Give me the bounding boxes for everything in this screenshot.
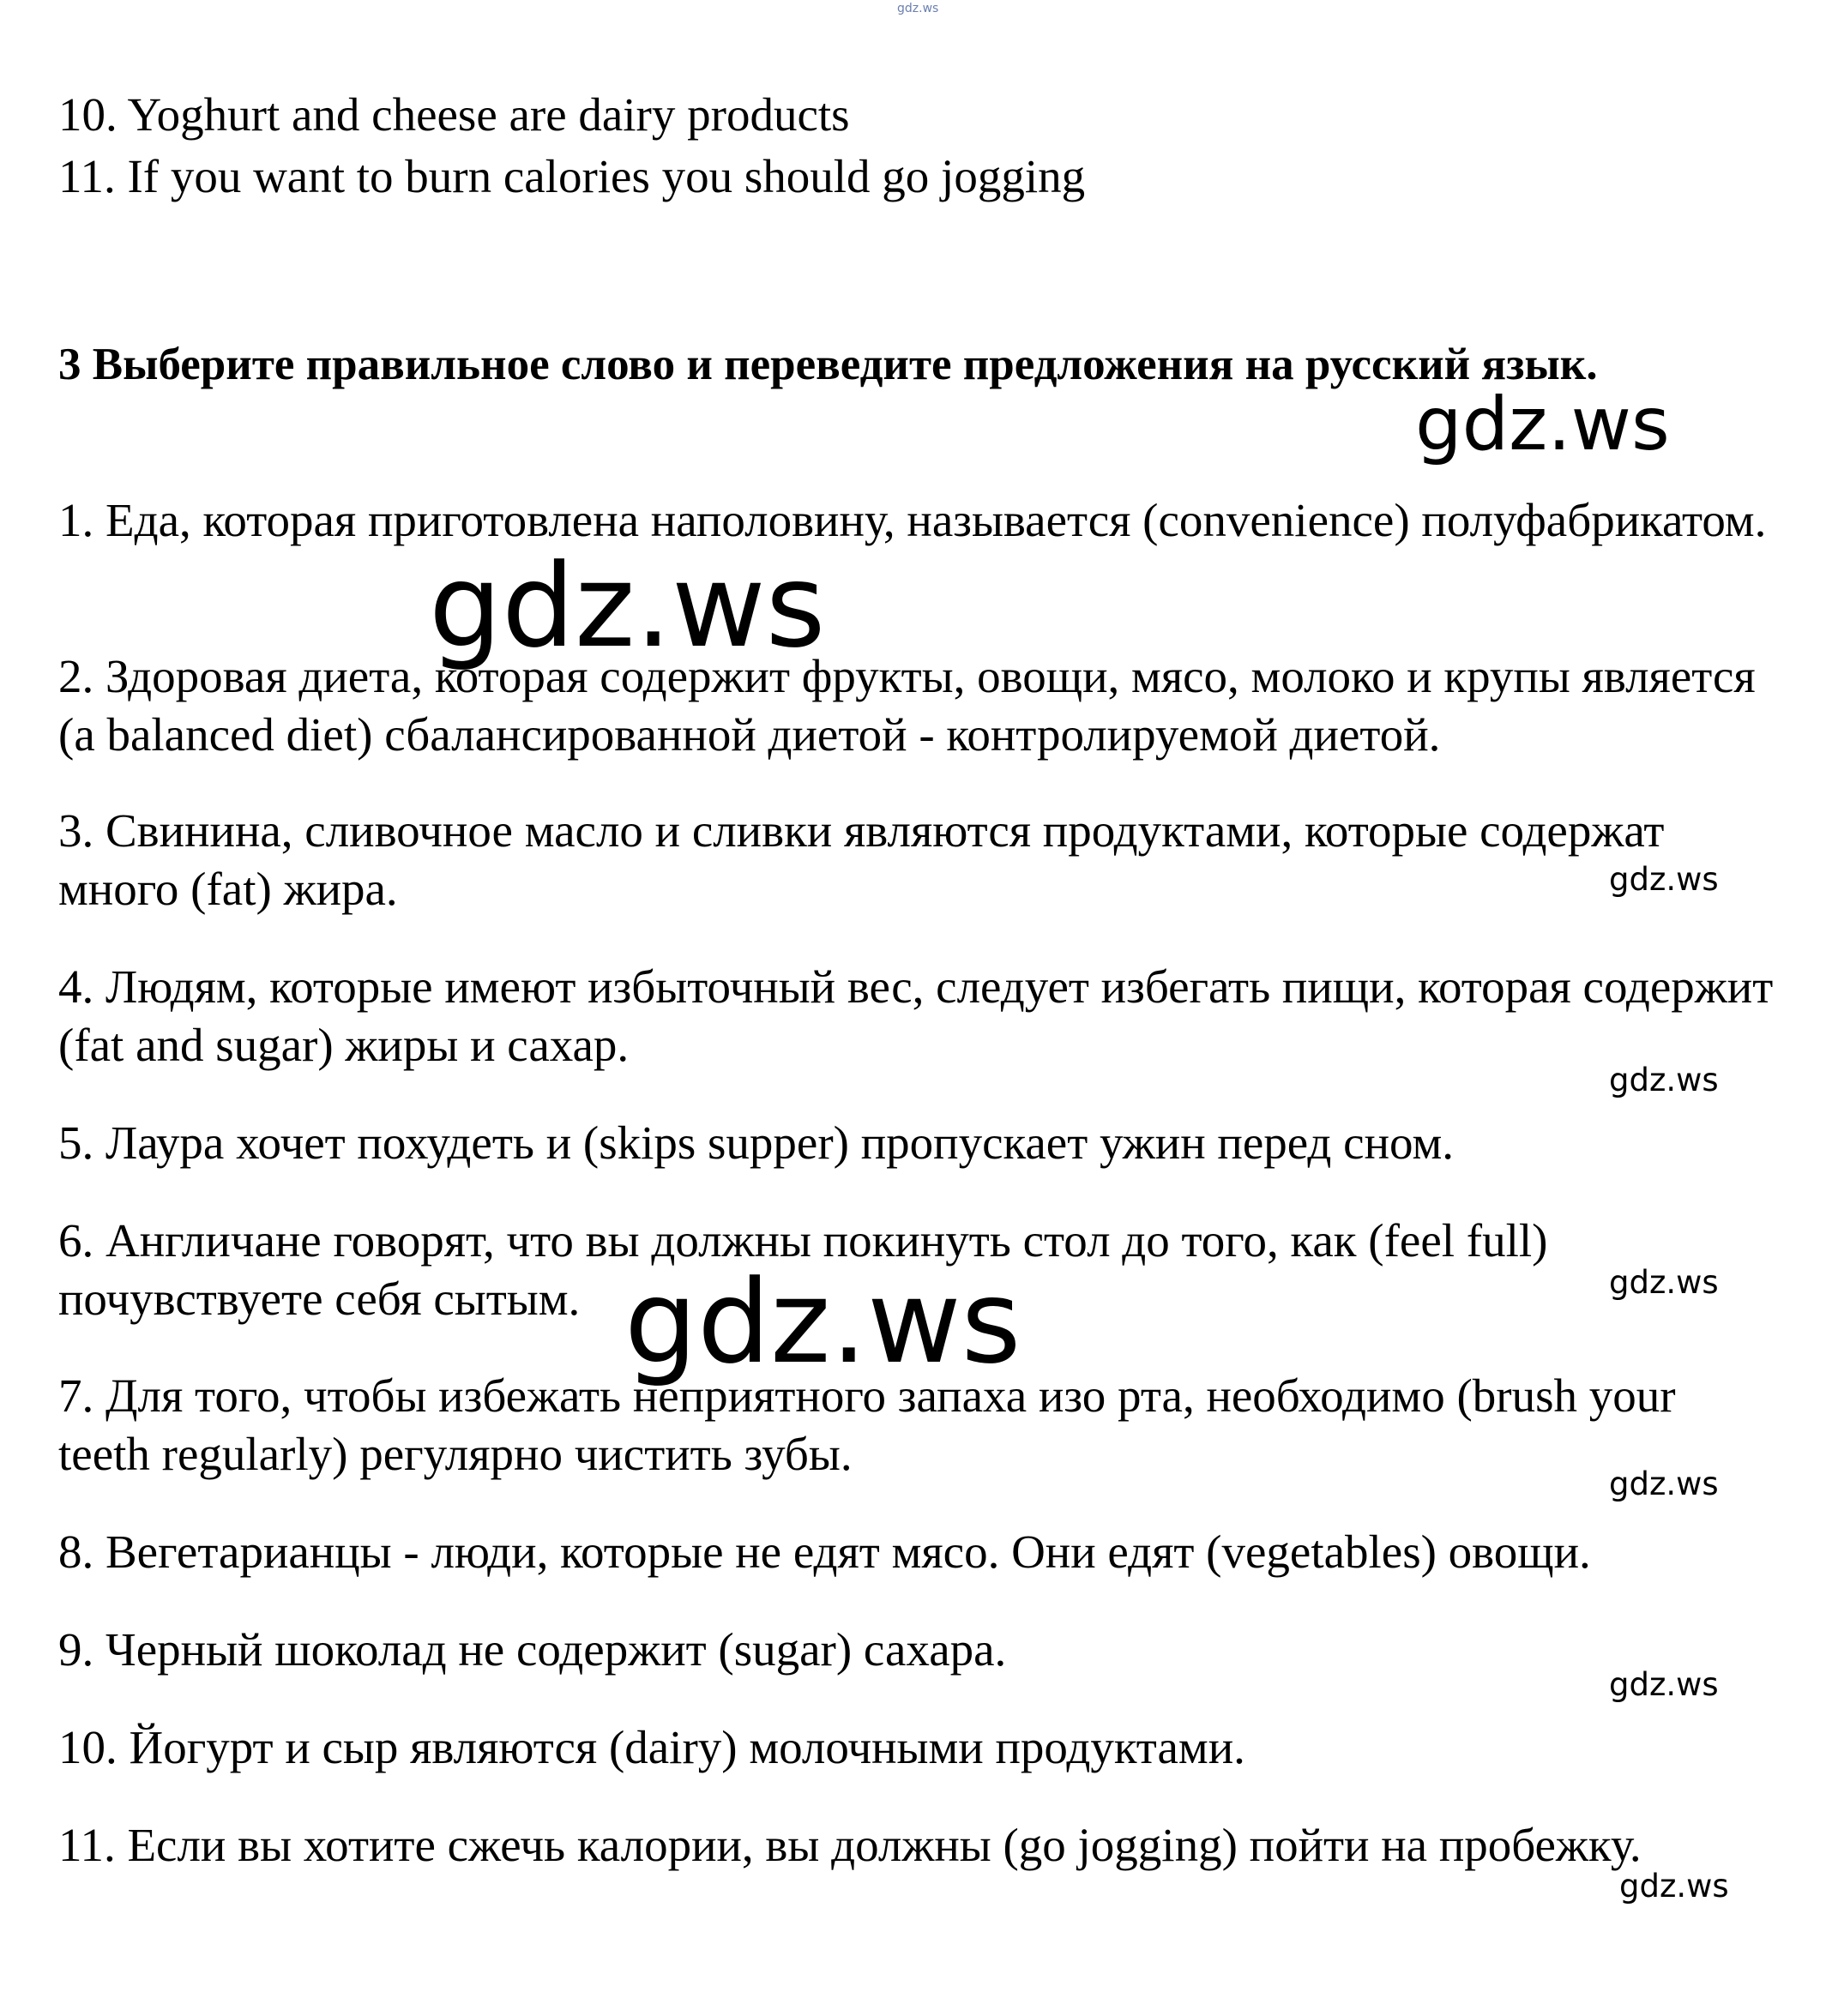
answer-item-11: 11. Если вы хотите сжечь калории, вы должны (go jogging) пойти на пробежку. — [58, 1819, 1642, 1871]
watermark-small-5: gdz.ws — [1609, 1666, 1719, 1703]
exercise-heading: 3 Выберите правильное слово и переведите предложения на русский язык. — [58, 340, 1598, 389]
answer-item-1: 1. Еда, которая приготовлена наполовину, называется (convenience) полуфабрикатом. — [58, 494, 1767, 546]
watermark-large-1: gdz.ws — [1415, 382, 1670, 467]
watermark-top: gdz.ws — [897, 2, 939, 15]
answer-item-2: 2. Здоровая диета, которая содержит фрукты, овощи, мясо, молоко и крупы является (a balanced diet) сбалансированной диетой - контролируемой диетой. — [58, 650, 1756, 761]
answer-item-4: 4. Людям, которые имеют избыточный вес, следует избегать пищи, которая содержит (fat and sugar) жиры и сахар. — [58, 960, 1774, 1071]
answer-item-9: 9. Черный шоколад не содержит (sugar) сахара. — [58, 1623, 1007, 1676]
answer-item-6: 6. Англичане говорят, что вы должны покинуть стол до того, как (feel full) почувствуете себя сытым. — [58, 1214, 1548, 1325]
answer-item-3: 3. Свинина, сливочное масло и сливки являются продуктами, которые содержат много (fat) жира. — [58, 804, 1665, 915]
watermark-small-3: gdz.ws — [1609, 1264, 1719, 1301]
previous-answer-11: 11. If you want to burn calories you should go jogging — [58, 150, 1086, 202]
watermark-small-4: gdz.ws — [1609, 1465, 1719, 1502]
answer-item-8: 8. Вегетарианцы - люди, которые не едят мясо. Они едят (vegetables) овощи. — [58, 1526, 1591, 1578]
watermark-huge-2: gdz.ws — [624, 1255, 1021, 1389]
watermark-huge-1: gdz.ws — [429, 539, 826, 673]
watermark-small-2: gdz.ws — [1609, 1062, 1719, 1098]
watermark-small-1: gdz.ws — [1609, 861, 1719, 898]
answer-item-7: 7. Для того, чтобы избежать неприятного запаха изо рта, необходимо (brush your teeth regularly) регулярно чистить зубы. — [58, 1369, 1676, 1480]
answer-item-5: 5. Лаура хочет похудеть и (skips supper) пропускает ужин перед сном. — [58, 1116, 1455, 1169]
previous-answer-10: 10. Yoghurt and cheese are dairy products — [58, 88, 850, 141]
watermark-small-6: gdz.ws — [1619, 1868, 1729, 1905]
answer-item-10: 10. Йогурт и сыр являются (dairy) молочными продуктами. — [58, 1721, 1245, 1773]
